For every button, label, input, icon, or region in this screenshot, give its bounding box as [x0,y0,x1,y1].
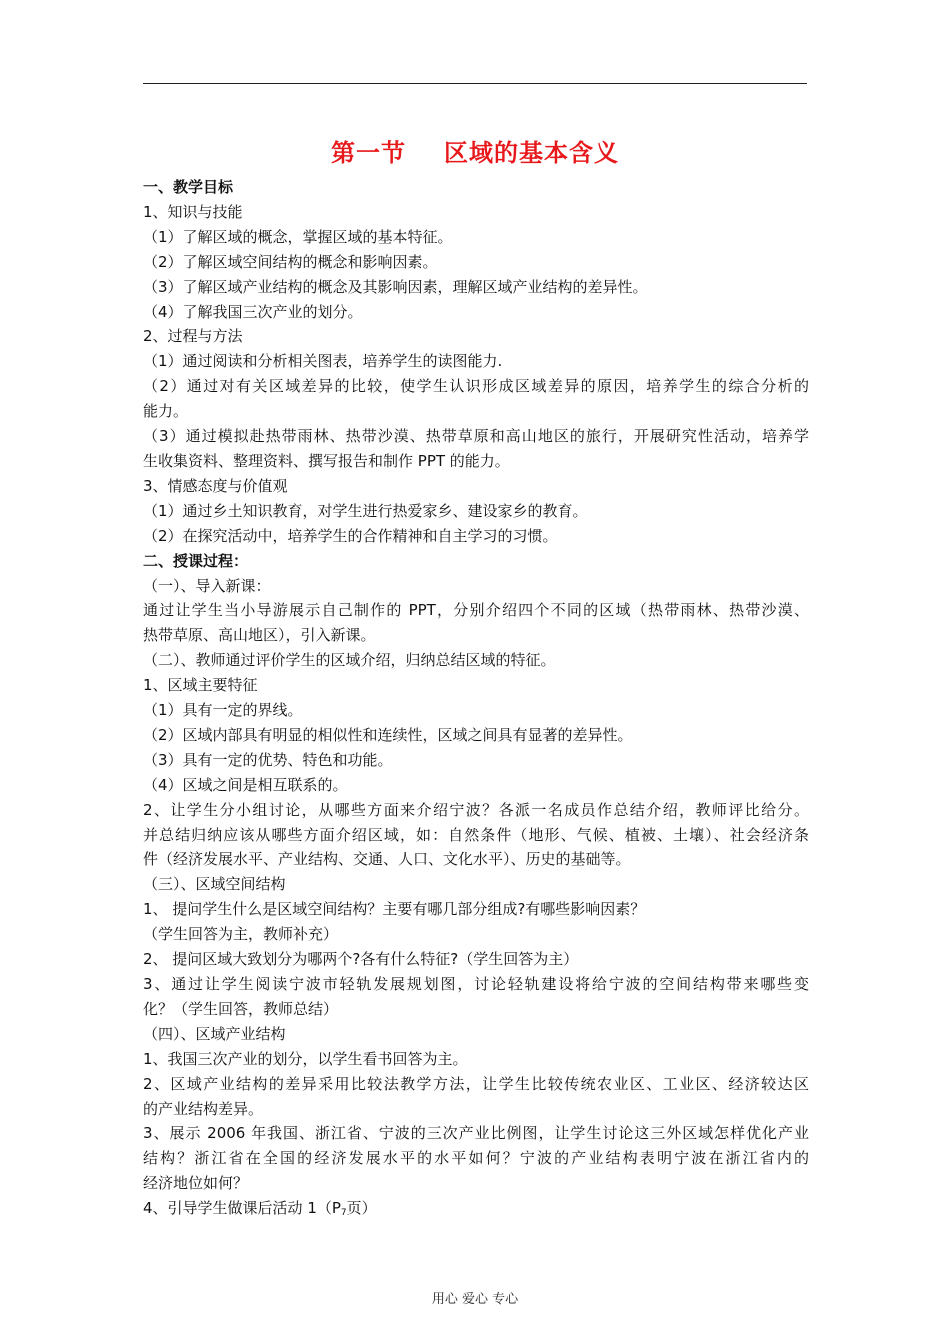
heading-objectives: 一、教学目标 [143,178,234,196]
title-text: 区域的基本含义 [444,139,619,167]
text-line: 件（经济发展水平、产业结构、交通、人口、文化水平）、历史的基础等。 [143,850,631,869]
subheading: 3、情感态度与价值观 [143,476,288,495]
subheading: （一）、导入新课： [143,576,271,595]
text-line: （3）通过模拟赴热带雨林、热带沙漠、热带草原和高山地区的旅行，开展研究性活动，培养学 [143,427,809,446]
heading-process: 二、授课过程： [143,551,249,570]
text-line: （4）区域之间是相互联系的。 [143,775,348,794]
text-line-activity [143,1196,809,1226]
subheading: （二）、教师通过评价学生的区域介绍，归纳总结区域的特征。 [143,651,556,670]
page-title [0,133,950,168]
page-subscript: 7 [340,1208,347,1219]
text-line: 2、 提问区域大致划分为哪两个?各有什么特征?（学生回答为主） [143,950,579,969]
text-line: 生收集资料、整理资料、撰写报告和制作 PPT 的能力。 [143,451,510,470]
text-line: （4）了解我国三次产业的划分。 [143,302,363,321]
text-line: （1）了解区域的概念，掌握区域的基本特征。 [143,227,453,246]
subheading: 1、知识与技能 [143,202,243,221]
text-line: 结构？浙江省在全国的经济发展水平的水平如何？宁波的产业结构表明宁波在浙江省内的 [143,1149,809,1168]
text-line: 化？（学生回答，教师总结） [143,999,339,1018]
text-line: 1、我国三次产业的划分，以学生看书回答为主。 [143,1049,468,1068]
text-line: （2）通过对有关区域差异的比较，使学生认识形成区域差异的原因，培养学生的综合分析的 [143,377,809,396]
text-line: 3、展示 2006 年我国、浙江省、宁波的三次产业比例图，让学生讨论这三外区域怎样优化产业 [143,1124,809,1143]
text-line: （3）了解区域产业结构的概念及其影响因素，理解区域产业结构的差异性。 [143,277,648,296]
text-line: 2、区域产业结构的差异采用比较法教学方法，让学生比较传统农业区、工业区、经济较达区 [143,1074,809,1093]
text-line: （3）具有一定的优势、特色和功能。 [143,750,393,769]
header-rule [143,83,807,84]
text-line: 3、通过让学生阅读宁波市轻轨发展规划图，讨论轻轨建设将给宁波的空间结构带来哪些变 [143,975,809,993]
subheading: 2、过程与方法 [143,327,243,346]
text-line: （学生回答为主，教师补充） [143,925,339,944]
text-line: （1）通过阅读和分析相关图表，培养学生的读图能力. [143,352,503,371]
subheading: （三）、区域空间结构 [143,875,286,894]
text-line: 的产业结构差异。 [143,1099,264,1118]
subheading: （四）、区域产业结构 [143,1024,286,1043]
text-line: （1）通过乡土知识教育，对学生进行热爱家乡、建设家乡的教育。 [143,501,588,520]
document-body [143,175,809,1226]
text-line: 并总结归纳应该从哪些方面介绍区域，如：自然条件（地形、气候、植被、土壤）、社会经济条 [143,825,809,844]
activity-text-end: 页） [346,1199,377,1218]
text-line: 通过让学生当小导游展示自己制作的 PPT，分别介绍四个不同的区域（热带雨林、热带沙漠、 [143,601,809,620]
title-section: 第一节 [331,139,406,167]
subheading: 1、区域主要特征 [143,676,258,695]
page-footer: 用心 爱心 专心 [431,1292,519,1307]
text-line: 2、让学生分小组讨论，从哪些方面来介绍宁波？各派一名成员作总结介绍，教师评比给分。 [143,800,809,819]
text-line: （2）了解区域空间结构的概念和影响因素。 [143,252,438,271]
text-line: 能力。 [143,402,189,421]
text-line: （1）具有一定的界线。 [143,701,303,720]
text-line: 1、 提问学生什么是区域空间结构？主要有哪几部分组成?有哪些影响因素？ [143,900,646,919]
text-line: （2）在探究活动中，培养学生的合作精神和自主学习的习惯。 [143,526,558,545]
text-line: 热带草原、高山地区），引入新课。 [143,626,376,645]
activity-text: 4、引导学生做课后活动 1（P [143,1199,341,1218]
text-line: 经济地位如何？ [143,1174,249,1193]
text-line: （2）区域内部具有明显的相似性和连续性，区域之间具有显著的差异性。 [143,725,633,744]
